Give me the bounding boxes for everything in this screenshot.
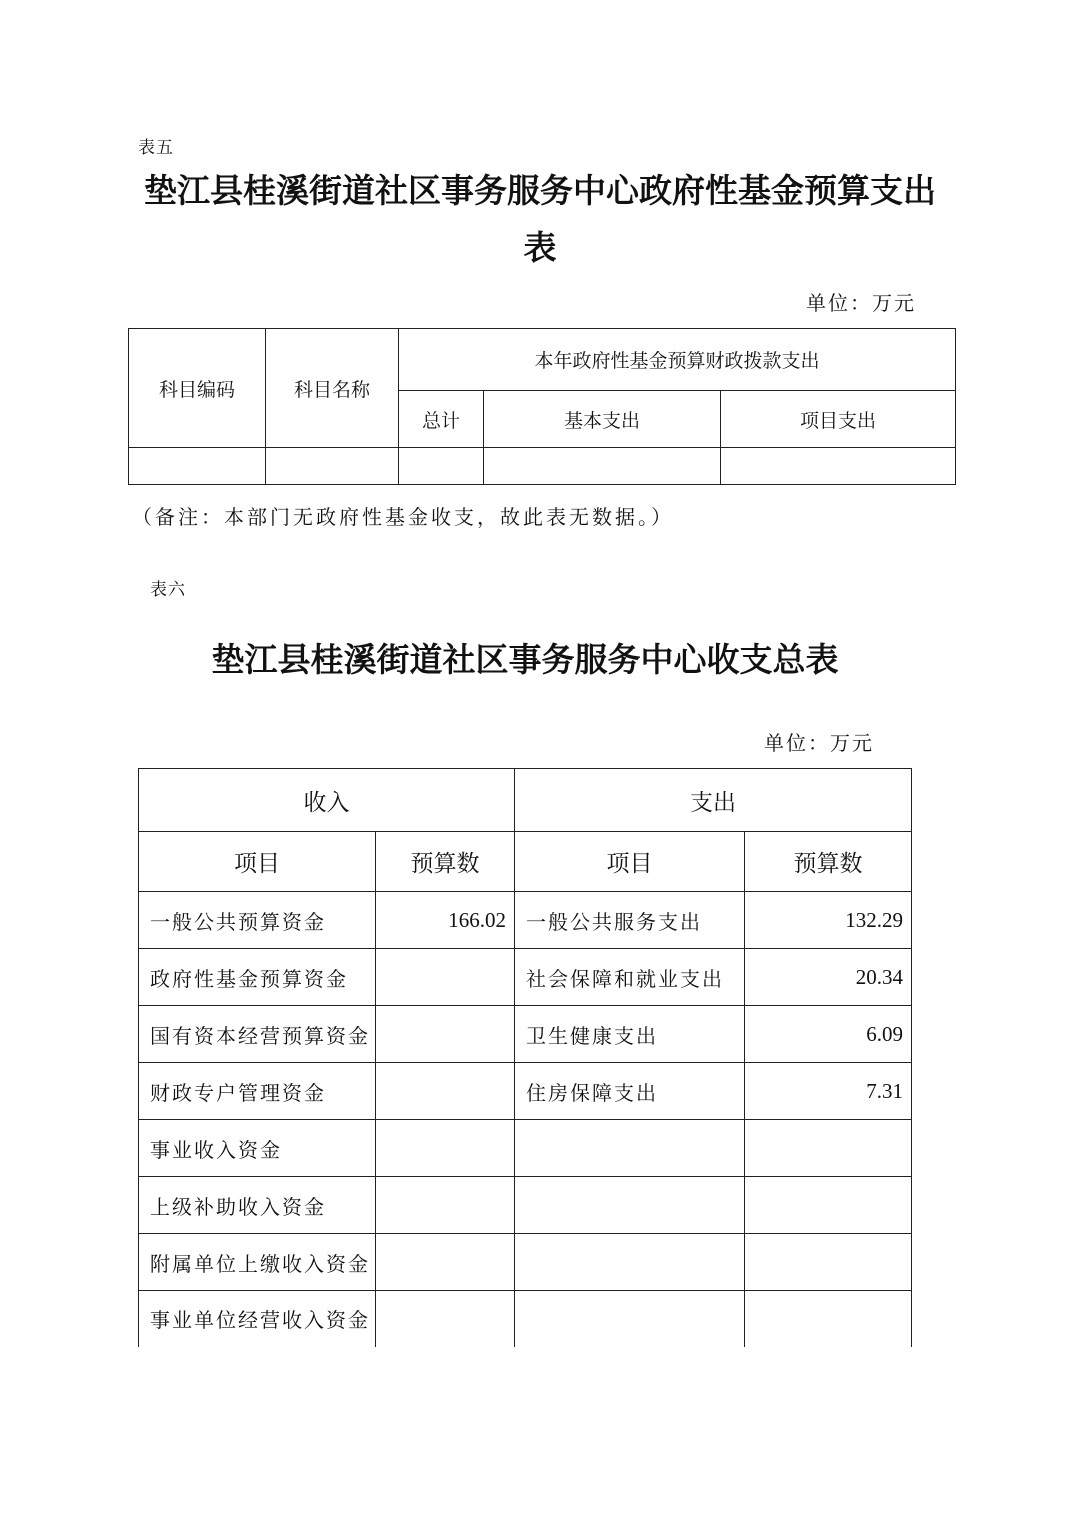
income-value	[376, 949, 515, 1006]
header-group: 本年政府性基金预算财政拨款支出	[399, 329, 956, 391]
table6-title: 垫江县桂溪街道社区事务服务中心收支总表	[211, 640, 839, 679]
income-item: 政府性基金预算资金	[139, 949, 376, 1006]
expense-value	[745, 1120, 912, 1177]
header-income: 收入	[139, 769, 515, 832]
table5-title-line1: 垫江县桂溪街道社区事务服务中心政府性基金预算支出	[144, 171, 936, 210]
income-value	[376, 1177, 515, 1234]
income-value	[376, 1063, 515, 1120]
table-row	[139, 1063, 912, 1120]
header-expense: 支出	[515, 769, 912, 832]
table5-unit: 单位：万元	[806, 291, 916, 315]
table5	[128, 328, 956, 485]
empty-cell	[266, 448, 399, 485]
income-item: 财政专户管理资金	[139, 1063, 376, 1120]
expense-item	[515, 1177, 745, 1234]
income-item: 一般公共预算资金	[139, 892, 376, 949]
table6-label: 表六	[150, 580, 186, 600]
expense-item: 住房保障支出	[515, 1063, 745, 1120]
income-item: 事业单位经营收入资金	[139, 1291, 376, 1347]
income-value	[376, 1120, 515, 1177]
income-item: 国有资本经营预算资金	[139, 1006, 376, 1063]
table5-label: 表五	[138, 138, 174, 158]
table5-title-line2: 表	[523, 228, 557, 267]
header-expense-budget: 预算数	[745, 832, 912, 892]
table-row	[129, 448, 956, 485]
expense-value: 20.34	[745, 949, 912, 1006]
income-item: 附属单位上缴收入资金	[139, 1234, 376, 1291]
empty-cell	[129, 448, 266, 485]
header-basic: 基本支出	[484, 391, 721, 448]
expense-value	[745, 1291, 912, 1347]
table-row	[139, 949, 912, 1006]
expense-value	[745, 1234, 912, 1291]
table-row	[139, 1120, 912, 1177]
expense-item	[515, 1120, 745, 1177]
expense-item	[515, 1234, 745, 1291]
table-row	[139, 1006, 912, 1063]
header-code: 科目编码	[129, 329, 266, 448]
expense-value: 7.31	[745, 1063, 912, 1120]
expense-item: 卫生健康支出	[515, 1006, 745, 1063]
table6-unit: 单位：万元	[764, 731, 874, 755]
income-item: 上级补助收入资金	[139, 1177, 376, 1234]
header-name: 科目名称	[266, 329, 399, 448]
table-row	[139, 1177, 912, 1234]
expense-item: 社会保障和就业支出	[515, 949, 745, 1006]
table-row	[139, 1291, 912, 1347]
income-item: 事业收入资金	[139, 1120, 376, 1177]
income-value: 166.02	[376, 892, 515, 949]
header-income-item: 项目	[139, 832, 376, 892]
empty-cell	[721, 448, 956, 485]
empty-cell	[399, 448, 484, 485]
expense-value	[745, 1177, 912, 1234]
expense-value: 6.09	[745, 1006, 912, 1063]
header-income-budget: 预算数	[376, 832, 515, 892]
table5-note: （备注：本部门无政府性基金收支，故此表无数据。）	[132, 505, 674, 529]
expense-value: 132.29	[745, 892, 912, 949]
income-value	[376, 1234, 515, 1291]
table-row	[139, 1234, 912, 1291]
table6	[138, 768, 912, 1347]
expense-item	[515, 1291, 745, 1347]
header-total: 总计	[399, 391, 484, 448]
table-row	[139, 892, 912, 949]
header-expense-item: 项目	[515, 832, 745, 892]
income-value	[376, 1006, 515, 1063]
header-project: 项目支出	[721, 391, 956, 448]
empty-cell	[484, 448, 721, 485]
income-value	[376, 1291, 515, 1347]
expense-item: 一般公共服务支出	[515, 892, 745, 949]
